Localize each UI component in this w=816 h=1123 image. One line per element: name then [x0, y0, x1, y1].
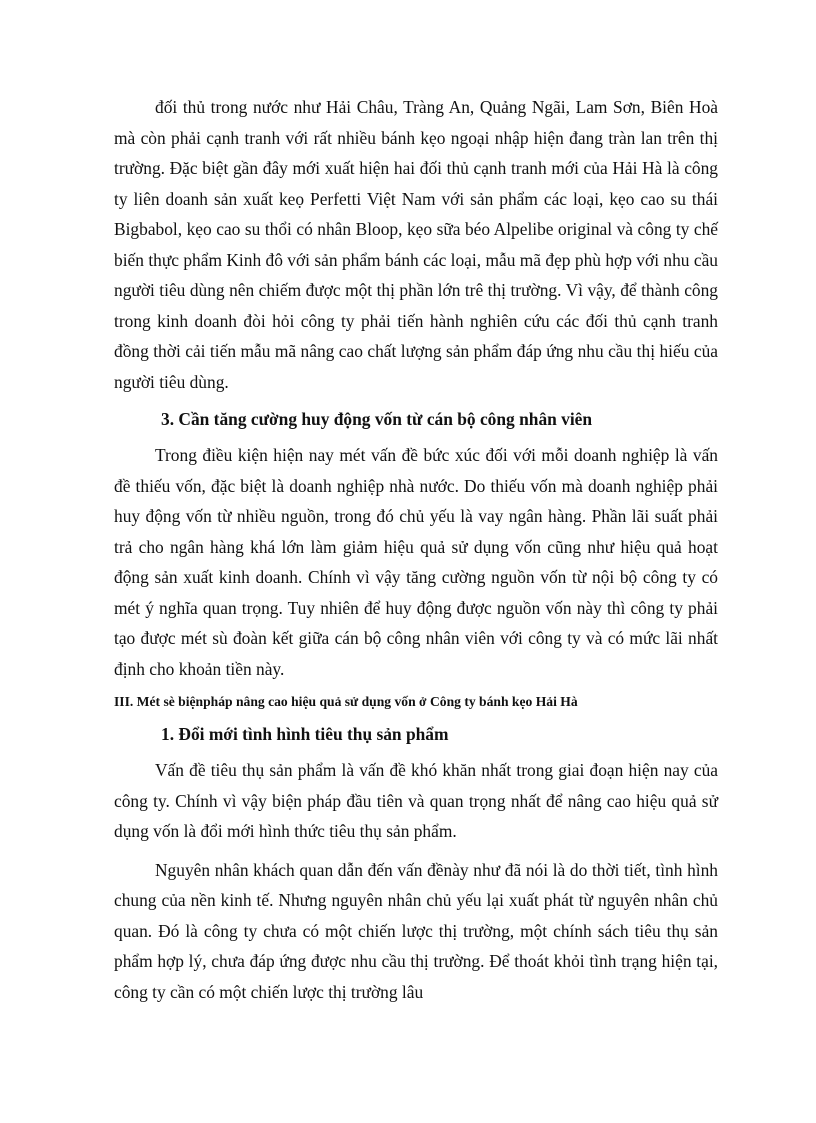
paragraph-capital-mobilization: Trong điều kiện hiện nay mét vấn đề bức xúc đối với mỗi doanh nghiệp là vấn đề thiếu vốn, đặc biệt là doanh nghiệp nhà nước. Do thiếu vốn mà doanh nghiệp phải huy động vốn từ nhiều nguồn, trong đó chủ yếu là vay ngân hàng. Phần lãi suất phải trả cho ngân hàng khá lớn làm giảm hiệu quả sử dụng vốn cũng như hiệu quả hoạt động sản xuất kinh doanh. Chính vì vậy tăng cường nguồn vốn từ nội bộ công ty có mét ý nghĩa quan trọng. Tuy nhiên để huy động được nguồn vốn này thì công ty phải tạo được mét sù đoàn kết giữa cán bộ công nhân viên với công ty và có mức lãi nhất định cho khoản tiền này. [114, 445, 718, 679]
document-page [114, 92, 718, 1007]
paragraph-competitors: đối thủ trong nước như Hải Châu, Tràng An, Quảng Ngãi, Lam Sơn, Biên Hoà mà còn phải cạnh tranh với rất nhiều bánh kẹo ngoại nhập hiện đang tràn lan trên thị trường. Đặc biệt gần đây mới xuất hiện hai đối thủ cạnh tranh mới của Hải Hà là công ty liên doanh sản xuất keọ Perfetti Việt Nam với sản phẩm các loại, kẹo cao su thái Bigbabol, kẹo cao su thổi có nhân Bloop, kẹo sữa béo Alpelibe original và công ty chế biến thực phẩm Kinh đô với sản phẩm bánh các loại, mẫu mã đẹp phù hợp với nhu cầu người tiêu dùng nên chiếm được một thị phần lớn trê thị trường. Vì vậy, để thành công trong kinh doanh đòi hỏi công ty phải tiến hành nghiên cứu các đối thủ cạnh tranh đồng thời cải tiến mẫu mã nâng cao chất lượng sản phẩm đáp ứng nhu cầu thị hiếu của người tiêu dùng. [114, 97, 718, 392]
heading-section-1: 1. Đổi mới tình hình tiêu thụ sản phẩm [161, 724, 449, 744]
heading-section-3: 3. Cần tăng cường huy động vốn từ cán bộ công nhân viên [161, 409, 593, 429]
heading-part-III: III. Mét sè biệnpháp nâng cao hiệu quả sử dụng vốn ở Công ty bánh kẹo Hải Hà [114, 694, 578, 709]
paragraph-sales-issue: Vấn đề tiêu thụ sản phẩm là vấn đề khó khăn nhất trong giai đoạn hiện nay của công ty. Chính vì vậy biện pháp đầu tiên và quan trọng nhất để nâng cao hiệu quả sử dụng vốn là đổi mới hình thức tiêu thụ sản phẩm. [114, 760, 718, 841]
paragraph-causes: Nguyên nhân khách quan dẫn đến vấn đềnày như đã nói là do thời tiết, tình hình chung của nền kinh tế. Nhưng nguyên nhân chủ yếu lại xuất phát từ nguyên nhân chủ quan. Đó là công ty chưa có một chiến lược thị trường, một chính sách tiêu thụ sản phẩm hợp lý, chưa đáp ứng được nhu cầu thị trường. Để thoát khỏi tình trạng hiện tại, công ty cần có một chiến lược thị trường lâu [114, 859, 718, 1002]
